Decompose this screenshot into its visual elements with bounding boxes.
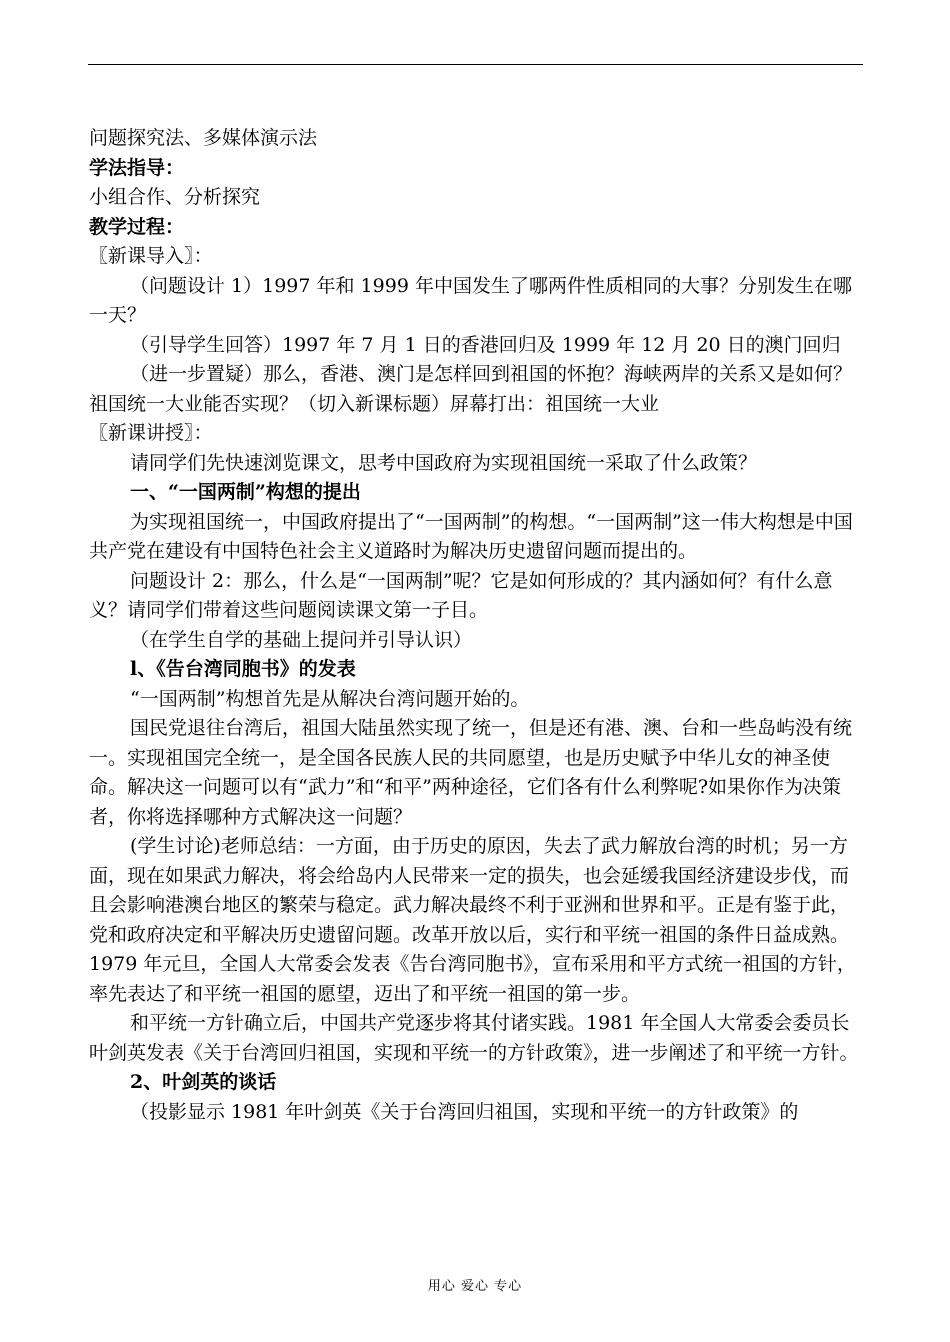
paragraph-projection: （投影显示 1981 年叶剑英《关于台湾回归祖国，实现和平统一的方针政策》的 [130, 1100, 799, 1123]
paragraph-self-study: （在学生自学的基础上提问并引导认识） [130, 628, 473, 651]
paragraph-concept: 为实现祖国统一，中国政府提出了“一国两制”的构想。“一国两制”这一伟大构想是中国共产党在建设有中国特色社会主义道路时为解决历史遗留问题而提出的。 [89, 510, 853, 562]
subsection-heading-2: 2、叶剑英的谈话 [130, 1071, 277, 1093]
heading-study-guidance: 学法指导： [89, 156, 185, 179]
paragraph-discussion-summary: (学生讨论)老师总结：一方面，由于历史的原因，失去了武力解放台湾的时机；另一方面，现在如果武力解决，将会给岛内人民带来一定的损失，也会延缓我国经济建设步伐，而且会影响港澳台地区的繁荣与稳定。武力解决最终不利于亚洲和世界和平。正是有鉴于此，党和政府决定和平解决历史遗留问题。改革开放以后，实行和平统一祖国的条件日益成熟。1979 年元旦，全国人大常委会发表《告台湾同胞书》，宣布采用和平方式统一祖国的方针，率先表达了和平统一祖国的愿望，迈出了和平统一祖国的第一步。 [89, 835, 856, 1005]
section-heading-1: 一、“一国两制”构想的提出 [130, 481, 361, 503]
paragraph-peaceful-unification: 和平统一方针确立后，中国共产党逐步将其付诸实践。1981 年全国人大常委会委员长叶剑英发表《关于台湾回归祖国，实现和平统一的方针政策》，进一步阐述了和平统一方针。 [89, 1012, 859, 1064]
paragraph-method: 问题探究法、多媒体演示法 [89, 127, 318, 149]
paragraph-further-question: （进一步置疑）那么，香港、澳门是怎样回到祖国的怀抱？海峡两岸的关系又是如何？祖国统一大业能否实现？（切入新课标题）屏幕打出：祖国统一大业 [89, 363, 853, 415]
page-footer: 用心 爱心 专心 [427, 1279, 523, 1294]
paragraph-question-2: 问题设计 2：那么，什么是“一国两制”呢？它是如何形成的？其内涵如何？有什么意义？请同学们带着这些问题阅读课文第一子目。 [89, 569, 833, 621]
heading-teaching-process: 教学过程： [89, 215, 185, 238]
paragraph-study-method: 小组合作、分析探究 [89, 186, 261, 208]
paragraph-guided-answer: （引导学生回答）1997 年 7 月 1 日的香港回归及 1999 年 12 月 20 日的澳门回归 [130, 333, 841, 356]
header-rule [88, 64, 863, 65]
document-body [89, 124, 864, 1127]
paragraph-browse-text: 请同学们先快速浏览课文，思考中国政府为实现祖国统一采取了什么政策？ [130, 451, 758, 474]
label-new-lesson-intro: 〖新课导入〗： [89, 245, 213, 267]
paragraph-kmt: 国民党退往台湾后，祖国大陆虽然实现了统一，但是还有港、澳、台和一些岛屿没有统一。实现祖国完全统一，是全国各民族人民的共同愿望，也是历史赋予中华儿女的神圣使命。解决这一问题可以有“武力”和“和平”两种途径，它们各有什么利弊呢?如果你作为决策者，你将选择哪种方式解决这一问题？ [89, 717, 853, 828]
label-new-lesson-teaching: 〖新课讲授〗： [89, 422, 213, 444]
paragraph-question-1: （问题设计 1）1997 年和 1999 年中国发生了哪两件性质相同的大事？分别发生在哪一天？ [89, 274, 852, 326]
subsection-heading-1: l、《告台湾同胞书》的发表 [130, 658, 356, 680]
paragraph-taiwan-origin: “一国两制”构想首先是从解决台湾问题开始的。 [130, 687, 530, 710]
